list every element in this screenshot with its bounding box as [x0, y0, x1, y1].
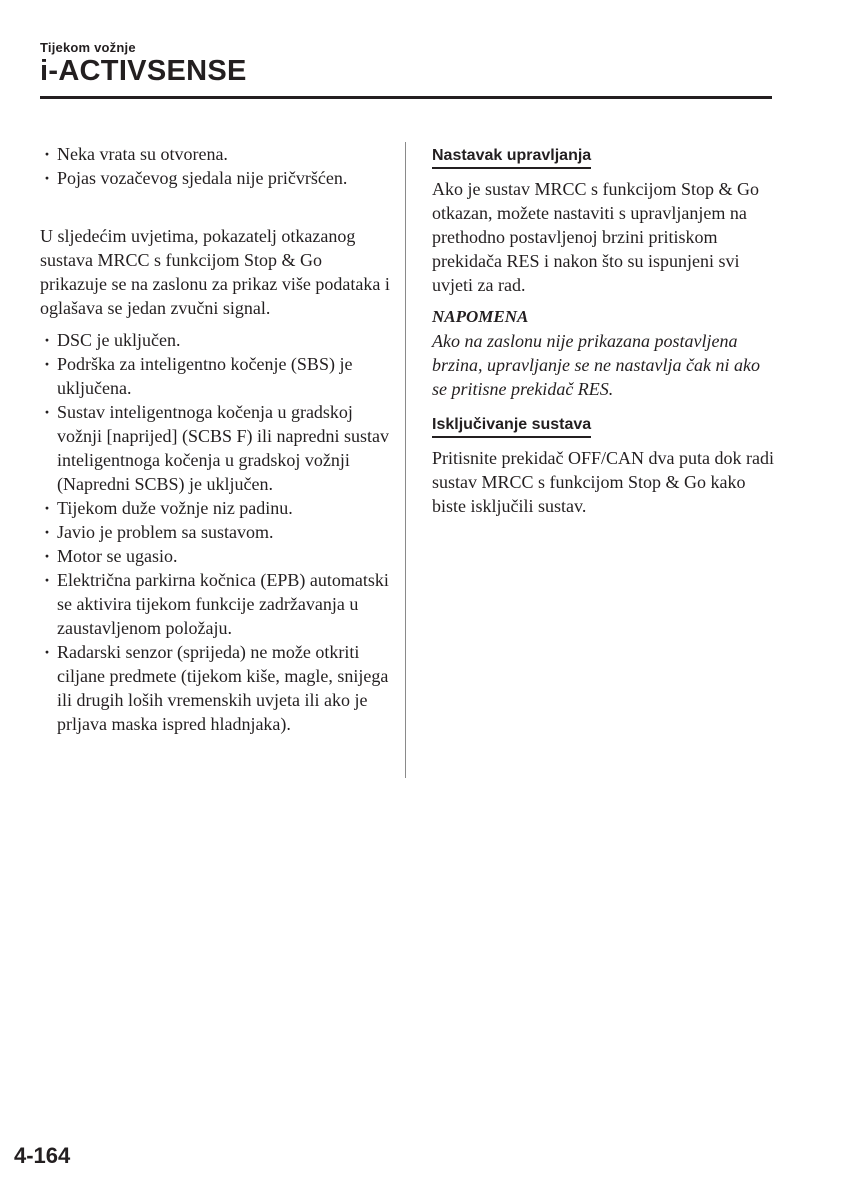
resume-text: Ako je sustav MRCC s funkcijom Stop & Go otkazan, možete nastaviti s upravljanjem na prethodno postavljenoj brzini pritiskom prekidača RES i nakon što su ispunjeni svi uvjeti za rad. — [432, 179, 760, 295]
list-item: · Električna parkirna kočnica (EPB) automatski se aktivira tijekom funkcije zadržavanja u zaustavljenom položaju. — [40, 568, 392, 640]
note-text: Ako na zaslonu nije prikazana postavljena brzina, upravljanje se ne nastavlja čak ni ako se pritisne prekidač RES. — [432, 331, 760, 399]
off-heading: Isključivanje sustava — [432, 415, 591, 438]
off-text: Pritisnite prekidač OFF/CAN dva puta dok radi sustav MRCC s funkcijom Stop & Go kako biste isključili sustav. — [432, 448, 774, 516]
right-column — [432, 142, 777, 518]
list-item: · Neka vrata su otvorena. — [40, 142, 392, 166]
section-label: Tijekom vožnje — [40, 40, 136, 55]
list-item: · Podrška za inteligentno kočenje (SBS) je uključena. — [40, 352, 392, 400]
bullet-list-conditions — [40, 328, 392, 736]
list-item: · Pojas vozačevog sjedala nije pričvršćen. — [40, 166, 392, 190]
list-item: · Sustav inteligentnoga kočenja u gradskoj vožnji [naprijed] (SCBS F) ili napredni sustav inteligentnoga kočenja u gradskoj vožnji (Napredni SCBS) je uključen. — [40, 400, 392, 496]
conditions-paragraph: U sljedećim uvjetima, pokazatelj otkazanog sustava MRCC s funkcijom Stop & Go prikazuje se na zaslonu za prikaz više podataka i oglašava se jedan zvučni signal. — [40, 226, 390, 318]
column-divider — [405, 142, 406, 778]
page-title: i-ACTIVSENSE — [40, 55, 247, 87]
list-item: · DSC je uključen. — [40, 328, 392, 352]
header-rule — [40, 96, 772, 99]
resume-heading: Nastavak upravljanja — [432, 146, 591, 169]
list-item: · Motor se ugasio. — [40, 544, 392, 568]
bullet-list-top — [40, 142, 392, 190]
list-item: · Javio je problem sa sustavom. — [40, 520, 392, 544]
note-label: NAPOMENA — [432, 307, 529, 326]
list-item: · Radarski senzor (sprijeda) ne može otkriti ciljane predmete (tijekom kiše, magle, snijega ili drugih loših vremenskih uvjeta ili ako je prljava maska ispred hladnjaka). — [40, 640, 392, 736]
list-item: · Tijekom duže vožnje niz padinu. — [40, 496, 392, 520]
left-column — [40, 142, 392, 736]
page-number: 4-164 — [14, 1143, 71, 1168]
